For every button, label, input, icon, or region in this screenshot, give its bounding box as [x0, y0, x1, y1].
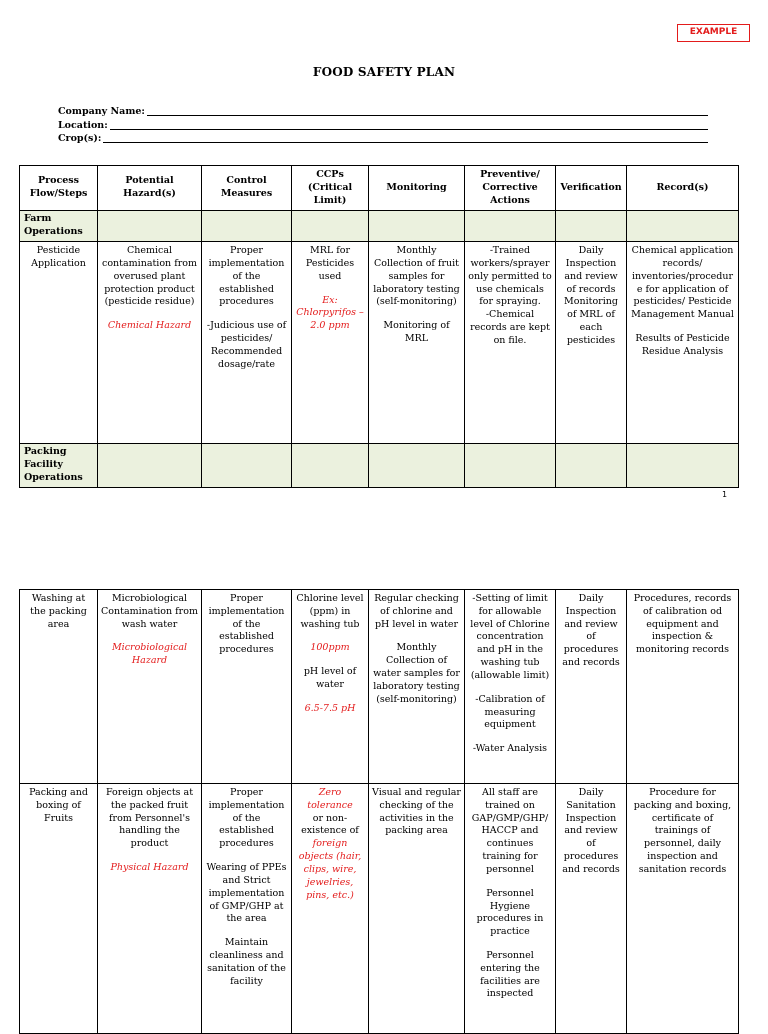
- cell-text: All staff are trained on GAP/GMP/GHP/ HACCP and continues training for personnel: [471, 787, 549, 875]
- section-cell: [98, 211, 202, 242]
- header-monitoring: Monitoring: [369, 166, 465, 211]
- cell-process: [20, 242, 98, 444]
- section-row-packing: [20, 444, 739, 487]
- cell-text: Chemical application records/ inventories/procedure for application of pesticides/ Pesticide Management Manual: [631, 245, 734, 321]
- cell-ccp: [292, 784, 369, 1034]
- cell-text: Procedures, records of calibration od equipment and inspection & monitoring records: [633, 593, 732, 656]
- crops-field: [58, 133, 708, 146]
- hazard-type: Microbiological Hazard: [111, 642, 188, 667]
- page-number: 1: [722, 490, 728, 499]
- header-hazard: Potential Hazard(s): [98, 166, 202, 211]
- section-cell: [369, 211, 465, 242]
- cell-records: [627, 242, 739, 444]
- header-preventive: Preventive/ Corrective Actions: [465, 166, 556, 211]
- cell-text: Chemical contamination from overused plant protection product (pesticide residue): [102, 245, 197, 308]
- cell-text: Proper implementation of the established procedures: [208, 593, 285, 656]
- section-row-farm: [20, 211, 739, 242]
- cell-process: [20, 590, 98, 784]
- cell-text: Results of Pesticide Residue Analysis: [635, 332, 730, 357]
- cell-monitoring: [369, 242, 465, 444]
- cell-control: [202, 784, 292, 1034]
- cell-verification: [556, 590, 627, 784]
- crops-line: [103, 142, 708, 143]
- cell-hazard: [98, 242, 202, 444]
- critical-limit: 6.5-7.5 pH: [304, 702, 356, 714]
- cell-text: Washing at the packing area: [30, 593, 87, 630]
- cell-text: Visual and regular checking of the activities in the packing area: [372, 787, 461, 837]
- cell-text: Daily Inspection and review of procedures and records: [562, 593, 620, 669]
- cell-text: Monitoring of MRL: [383, 320, 450, 344]
- cell-text: Regular checking of chlorine and pH level in water: [374, 593, 459, 630]
- critical-limit: foreign objects (hair, clips, wire, jewelries, pins, etc.): [298, 838, 362, 901]
- cell-text: Monthly Collection of fruit samples for laboratory testing (self-monitoring): [373, 245, 460, 308]
- header-verification: Verification: [556, 166, 627, 211]
- hazard-type: Chemical Hazard: [107, 320, 192, 332]
- section-cell: [465, 211, 556, 242]
- section-label-farm: Farm Operations: [20, 211, 98, 242]
- cell-text: -Judicious use of pesticides/ Recommended dosage/rate: [206, 320, 287, 370]
- header-ccp: CCPs (Critical Limit): [292, 166, 369, 211]
- section-cell: [98, 444, 202, 487]
- cell-records: [627, 590, 739, 784]
- cell-text: or non-existence of: [301, 812, 359, 837]
- section-cell: [369, 444, 465, 487]
- cell-text: Foreign objects at the packed fruit from Personnel's handling the product: [105, 787, 194, 850]
- cell-text: MRL for Pesticides used: [305, 245, 355, 282]
- cell-text: Maintain cleanliness and sanitation of the facility: [207, 937, 286, 987]
- section-cell: [556, 211, 627, 242]
- example-badge: EXAMPLE: [677, 24, 750, 42]
- location-line: [110, 129, 708, 130]
- critical-limit: Zero tolerance: [307, 787, 353, 811]
- cell-monitoring: [369, 590, 465, 784]
- header-fields: [58, 106, 708, 147]
- section-cell: [292, 211, 369, 242]
- section-label-packing: Packing Facility Operations: [20, 444, 98, 487]
- section-cell: [202, 211, 292, 242]
- location-field: [58, 120, 708, 133]
- header-process: Process Flow/Steps: [20, 166, 98, 211]
- cell-records: [627, 784, 739, 1034]
- cell-text: -Water Analysis: [472, 743, 548, 755]
- table-row-packing: [20, 784, 739, 1034]
- header-control: Control Measures: [202, 166, 292, 211]
- cell-text: Personnel entering the facilities are inspected: [480, 949, 540, 1000]
- cell-control: [202, 590, 292, 784]
- cell-text: Daily Inspection and review of records Monitoring of MRL of each pesticides: [564, 245, 618, 346]
- cell-text: Procedure for packing and boxing, certificate of trainings of personnel, daily inspection and sanitation records: [633, 787, 732, 875]
- cell-control: [202, 242, 292, 444]
- cell-text: -Chemical records are kept on file.: [470, 309, 550, 346]
- table-header-row: [20, 166, 739, 211]
- table-row-washing: [20, 590, 739, 784]
- cell-hazard: [98, 590, 202, 784]
- cell-ccp: [292, 590, 369, 784]
- company-name-field: [58, 106, 708, 119]
- page-title: FOOD SAFETY PLAN: [312, 65, 456, 79]
- cell-text: Packing and boxing of Fruits: [29, 787, 88, 824]
- cell-text: pH level of water: [303, 666, 357, 691]
- cell-text: Microbiological Contamination from wash water: [101, 593, 198, 630]
- cell-verification: [556, 784, 627, 1034]
- cell-verification: [556, 242, 627, 444]
- cell-hazard: [98, 784, 202, 1034]
- cell-text: Chlorine level (ppm) in washing tub: [296, 593, 364, 630]
- company-name-label: Company Name:: [58, 106, 145, 118]
- cell-text: -Calibration of measuring equipment: [475, 693, 545, 731]
- cell-text: Proper implementation of the established procedures: [208, 787, 285, 850]
- critical-limit: Ex: Chlorpyrifos – 2.0 ppm: [296, 294, 364, 332]
- food-safety-table-page2: [19, 589, 739, 1034]
- food-safety-table-page1: [19, 165, 739, 488]
- cell-process: [20, 784, 98, 1034]
- cell-preventive: [465, 590, 556, 784]
- cell-monitoring: [369, 784, 465, 1034]
- header-records: Record(s): [627, 166, 739, 211]
- cell-text: Monthly Collection of water samples for laboratory testing (self-monitoring): [373, 642, 460, 705]
- cell-preventive: [465, 784, 556, 1034]
- cell-text: Personnel Hygiene procedures in practice: [476, 887, 544, 938]
- critical-limit: 100ppm: [310, 642, 350, 654]
- section-cell: [202, 444, 292, 487]
- cell-text: Daily Sanitation Inspection and review of procedures and records: [562, 787, 620, 875]
- cell-ccp: [292, 242, 369, 444]
- cell-text: -Setting of limit for allowable level of Chlorine concentration and pH in the washing tub (allowable limit): [470, 593, 550, 681]
- section-cell: [627, 444, 739, 487]
- location-label: Location:: [58, 119, 108, 131]
- section-cell: [465, 444, 556, 487]
- cell-preventive: [465, 242, 556, 444]
- hazard-type: Physical Hazard: [110, 862, 189, 874]
- company-name-line: [147, 115, 708, 116]
- section-cell: [627, 211, 739, 242]
- cell-text: Proper implementation of the established procedures: [208, 245, 285, 308]
- cell-text: -Trained workers/sprayer only permitted to use chemicals for spraying.: [468, 245, 552, 308]
- section-cell: [556, 444, 627, 487]
- table-row-pesticide: [20, 242, 739, 444]
- section-cell: [292, 444, 369, 487]
- cell-text: Pesticide Application: [31, 245, 86, 269]
- cell-text: Wearing of PPEs and Strict implementation of GMP/GHP at the area: [206, 862, 287, 925]
- crops-label: Crop(s):: [58, 133, 102, 145]
